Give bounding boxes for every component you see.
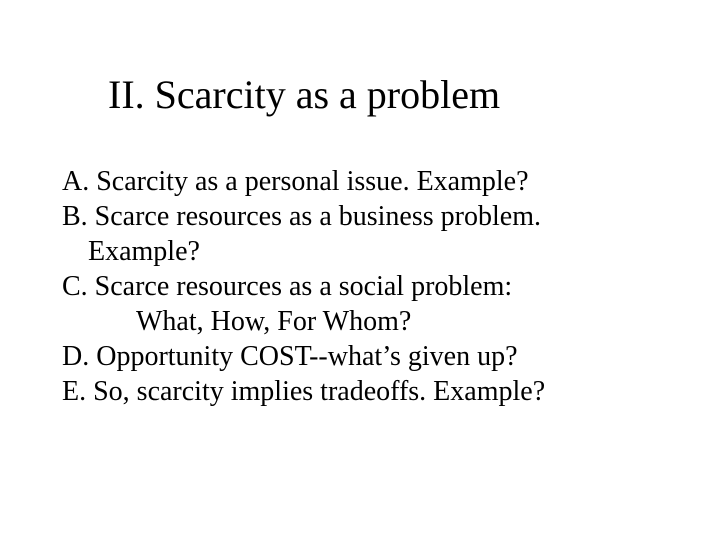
bullet-item-b-continuation: Example? bbox=[88, 236, 200, 267]
bullet-item-c: C. Scarce resources as a social problem: bbox=[62, 271, 513, 302]
bullet-item-a: A. Scarcity as a personal issue. Example? bbox=[62, 166, 529, 197]
bullet-item-c-continuation: What, How, For Whom? bbox=[136, 306, 412, 337]
bullet-item-b: B. Scarce resources as a business problem. bbox=[62, 201, 541, 232]
bullet-item-d: D. Opportunity COST--what’s given up? bbox=[62, 341, 518, 372]
slide-title: II. Scarcity as a problem bbox=[108, 72, 501, 117]
bullet-list bbox=[62, 164, 712, 409]
bullet-item-e: E. So, scarcity implies tradeoffs. Example? bbox=[62, 376, 546, 407]
